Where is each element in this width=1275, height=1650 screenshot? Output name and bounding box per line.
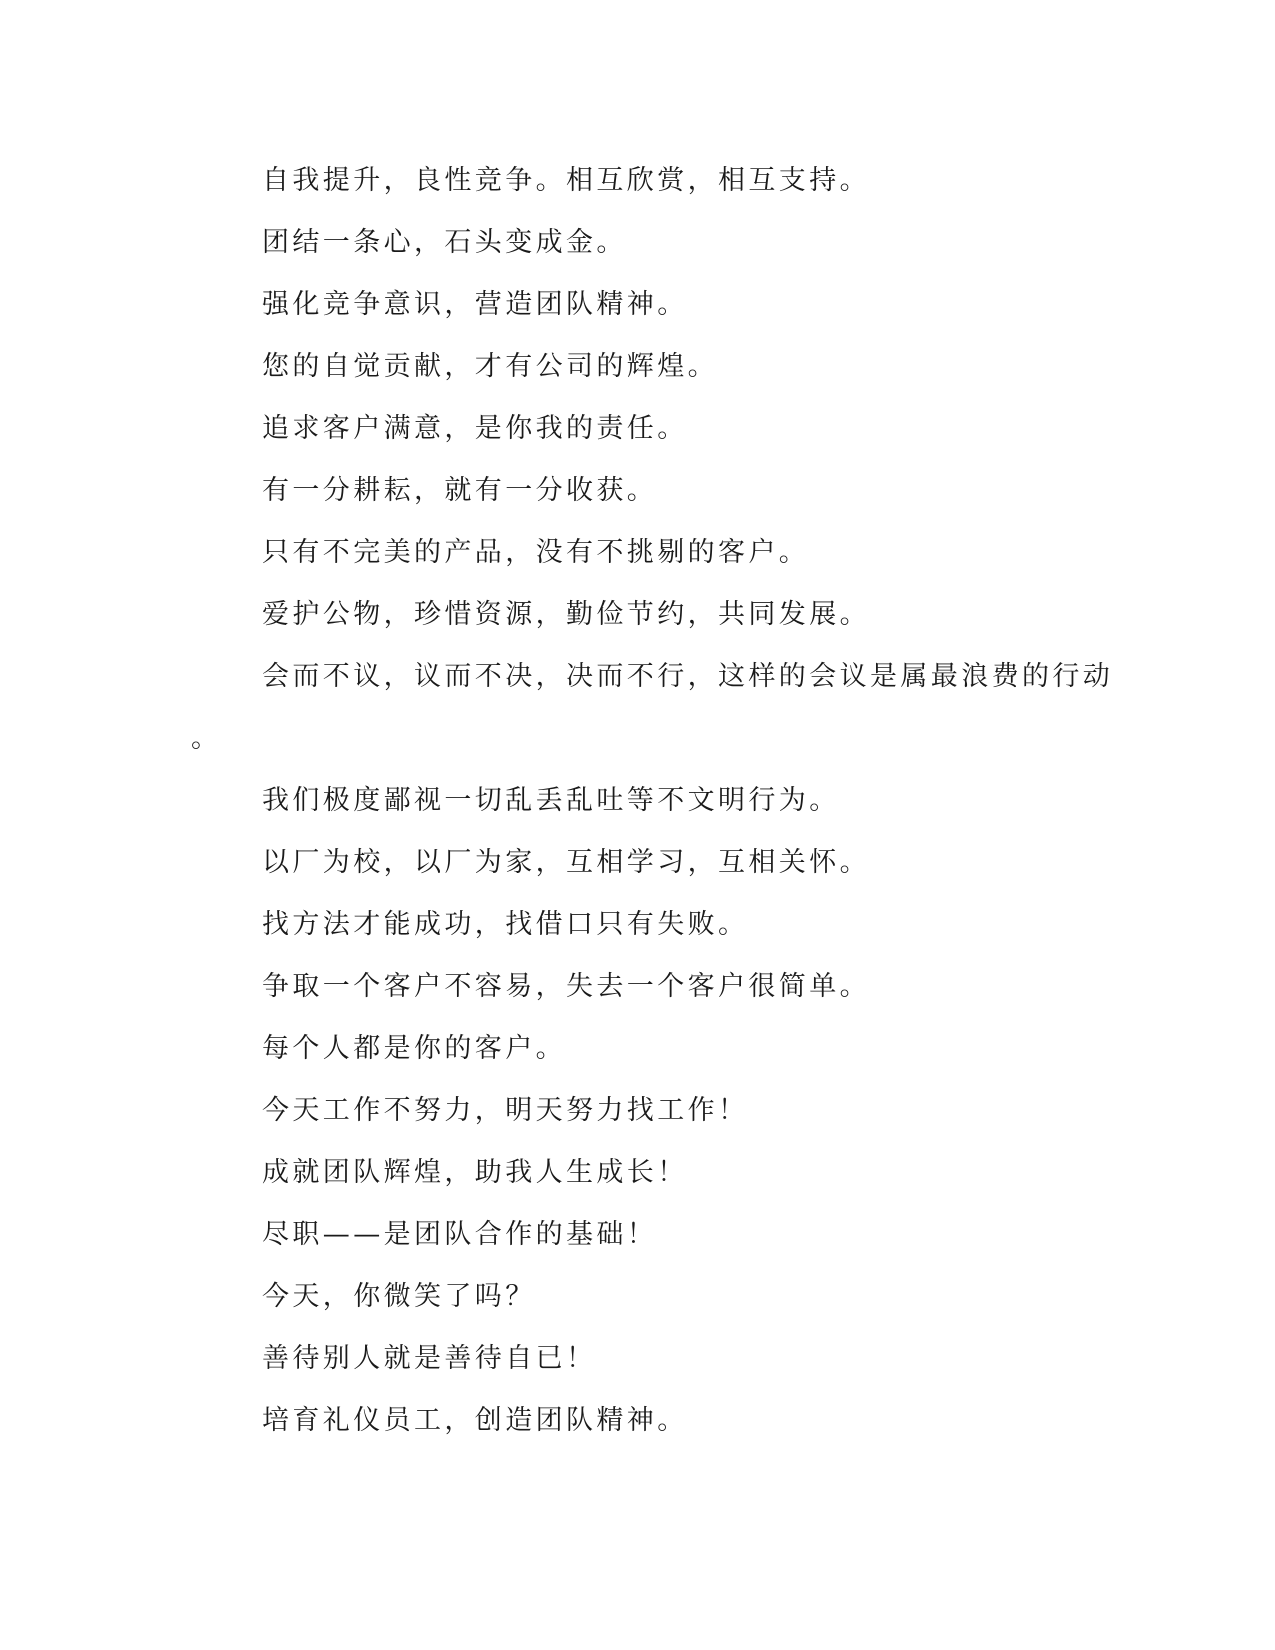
slogan-line: 争取一个客户不容易，失去一个客户很简单。 [262, 971, 870, 1002]
slogan-line: 自我提升，良性竞争。相互欣赏，相互支持。 [262, 165, 870, 196]
slogan-line: 成就团队辉煌，助我人生成长！ [262, 1157, 688, 1188]
slogan-line: 只有不完美的产品，没有不挑剔的客户。 [262, 537, 810, 568]
slogan-line: 团结一条心，石头变成金。 [262, 227, 627, 258]
slogan-line: 会而不议，议而不决，决而不行，这样的会议是属最浪费的行动 [262, 661, 1114, 692]
slogan-list [0, 150, 1275, 1452]
slogan-line: 我们极度鄙视一切乱丢乱吐等不文明行为。 [262, 785, 840, 816]
slogan-line: 追求客户满意，是你我的责任。 [262, 413, 688, 444]
slogan-line-continuation: 。 [191, 723, 222, 754]
slogan-line: 培育礼仪员工，创造团队精神。 [262, 1405, 688, 1436]
slogan-line: 有一分耕耘，就有一分收获。 [262, 475, 658, 506]
slogan-line: 以厂为校，以厂为家，互相学习，互相关怀。 [262, 847, 870, 878]
slogan-line: 强化竞争意识，营造团队精神。 [262, 289, 688, 320]
slogan-line: 尽职——是团队合作的基础！ [262, 1219, 658, 1250]
slogan-line: 善待别人就是善待自已！ [262, 1343, 597, 1374]
slogan-line: 爱护公物，珍惜资源，勤俭节约，共同发展。 [262, 599, 870, 630]
slogan-line: 今天，你微笑了吗？ [262, 1281, 536, 1312]
slogan-line: 找方法才能成功，找借口只有失败。 [262, 909, 749, 940]
slogan-line: 每个人都是你的客户。 [262, 1033, 566, 1064]
slogan-line: 您的自觉贡献，才有公司的辉煌。 [262, 351, 718, 382]
slogan-line: 今天工作不努力，明天努力找工作！ [262, 1095, 749, 1126]
